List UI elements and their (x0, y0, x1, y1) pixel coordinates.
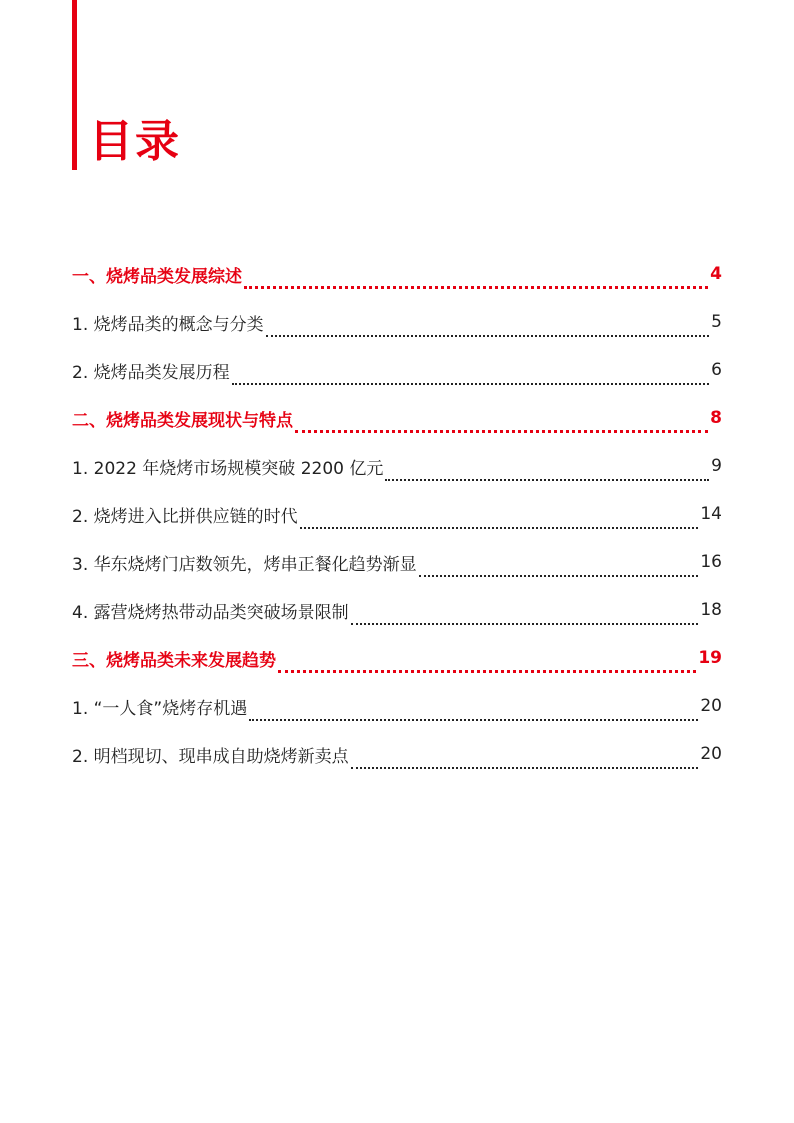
toc-dot-leader (232, 366, 710, 385)
toc-entry-title: 2. 烧烤品类发展历程 (72, 362, 230, 383)
table-of-contents (72, 250, 722, 778)
toc-dot-leader (278, 653, 696, 673)
toc-dot-leader (351, 606, 699, 625)
toc-section-3[interactable] (72, 634, 722, 682)
toc-item-1-1[interactable] (72, 298, 722, 346)
toc-item-3-2[interactable] (72, 730, 722, 778)
toc-entry-title: 4. 露营烧烤热带动品类突破场景限制 (72, 602, 349, 623)
toc-entry-title: 三、烧烤品类未来发展趋势 (72, 650, 276, 671)
toc-section-1[interactable] (72, 250, 722, 298)
toc-entry-title: 2. 烧烤进入比拼供应链的时代 (72, 506, 298, 527)
toc-item-2-1[interactable] (72, 442, 722, 490)
toc-page-number: 8 (710, 408, 722, 428)
page-title: 目录 (89, 116, 181, 167)
toc-item-3-1[interactable] (72, 682, 722, 730)
toc-page-number: 5 (711, 312, 722, 332)
toc-dot-leader (249, 702, 698, 721)
toc-dot-leader (295, 413, 708, 433)
toc-dot-leader (244, 269, 708, 289)
toc-page-number: 4 (710, 264, 722, 284)
toc-dot-leader (419, 558, 699, 577)
toc-item-2-2[interactable] (72, 490, 722, 538)
toc-dot-leader (385, 462, 709, 481)
toc-entry-title: 1. 2022 年烧烤市场规模突破 2200 亿元 (72, 458, 384, 479)
toc-page-number: 20 (700, 696, 722, 716)
toc-item-2-3[interactable] (72, 538, 722, 586)
toc-entry-title: 3. 华东烧烤门店数领先，烤串正餐化趋势渐显 (72, 554, 417, 575)
toc-entry-title: 二、烧烤品类发展现状与特点 (72, 410, 293, 431)
toc-entry-title: 2. 明档现切、现串成自助烧烤新卖点 (72, 746, 349, 767)
toc-page-number: 18 (700, 600, 722, 620)
toc-page-number: 6 (711, 360, 722, 380)
toc-item-2-4[interactable] (72, 586, 722, 634)
toc-page-number: 9 (711, 456, 722, 476)
title-accent-bar (72, 0, 77, 170)
toc-item-1-2[interactable] (72, 346, 722, 394)
toc-entry-title: 1. “一人食”烧烤存机遇 (72, 698, 248, 719)
toc-page-number: 16 (700, 552, 722, 572)
toc-dot-leader (351, 750, 699, 769)
toc-page-number: 14 (700, 504, 722, 524)
toc-page-number: 19 (698, 648, 722, 668)
toc-entry-title: 一、烧烤品类发展综述 (72, 266, 242, 287)
toc-dot-leader (266, 318, 710, 337)
toc-dot-leader (300, 510, 699, 529)
toc-entry-title: 1. 烧烤品类的概念与分类 (72, 314, 264, 335)
toc-page-number: 20 (700, 744, 722, 764)
toc-section-2[interactable] (72, 394, 722, 442)
